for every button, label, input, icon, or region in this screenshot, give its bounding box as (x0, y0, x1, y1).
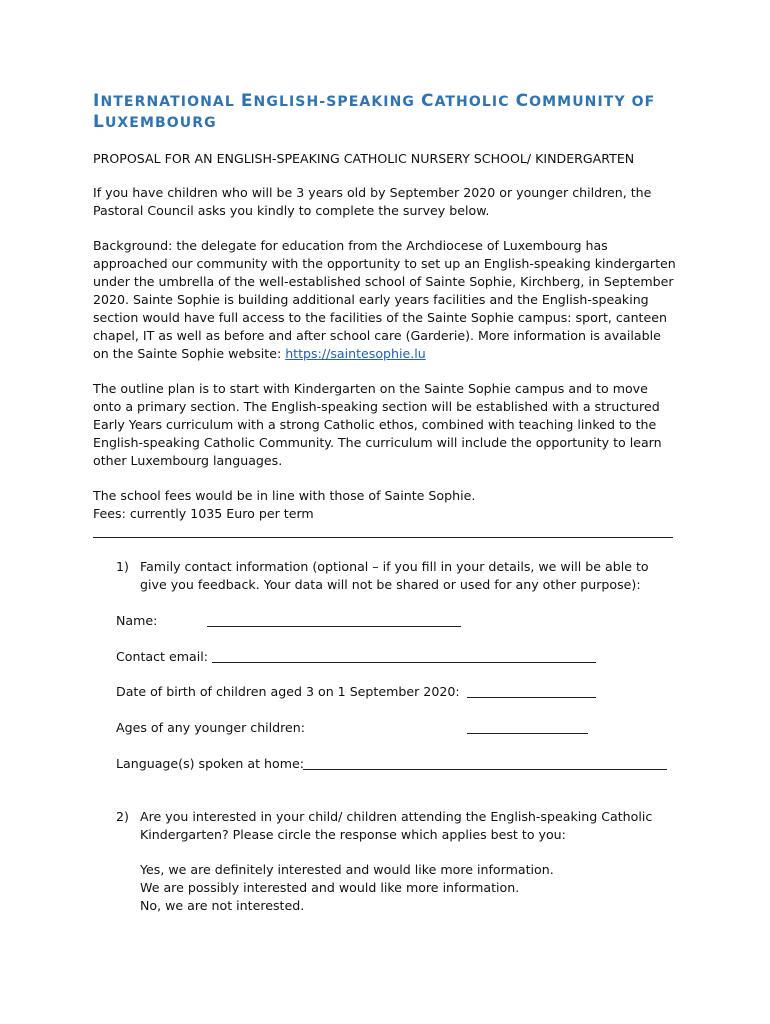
fees-paragraph (93, 487, 683, 523)
email-field[interactable] (212, 662, 596, 663)
dob-field[interactable] (467, 697, 596, 698)
option-possibly-interested[interactable]: We are possibly interested and would like more information. (140, 880, 520, 895)
option-definitely-interested[interactable]: Yes, we are definitely interested and would like more information. (140, 862, 554, 877)
background-text: Background: the delegate for education from the Archdiocese of Luxembourg has approached our community with the opportunity to set up an English-speaking kindergarten under the umbrella of the well-established school of Sainte Sophie, Kirchberg, in September 2020. Sainte Sophie is building additional early years facilities and the English-speaking section would have full access to the facilities of the Sainte Sophie campus: sport, canteen chapel, IT as well as before and after school care (Garderie). More information is available on the Sainte Sophie website: (93, 238, 676, 361)
question-1-number: 1) (116, 559, 129, 574)
intro-paragraph: If you have children who will be 3 years old by September 2020 or younger children, the Pastoral Council asks you kindly to complete the survey below. (93, 185, 652, 218)
option-not-interested[interactable]: No, we are not interested. (140, 898, 305, 913)
document-title: INTERNATIONAL ENGLISH-SPEAKING CATHOLIC COMMUNITY OF LUXEMBOURG (93, 91, 656, 132)
name-field[interactable] (207, 626, 461, 627)
proposal-heading: PROPOSAL FOR AN ENGLISH-SPEAKING CATHOLIC NURSERY SCHOOL/ KINDERGARTEN (93, 151, 635, 166)
question-1 (116, 558, 676, 594)
name-label: Name: (116, 613, 158, 628)
question-1-text: Family contact information (optional – if you fill in your details, we will be able to give you feedback. Your data will not be shared or used for any other purpose): (140, 559, 649, 592)
younger-ages-field[interactable] (467, 733, 588, 734)
younger-ages-label: Ages of any younger children: (116, 720, 306, 735)
question-2-number: 2) (116, 809, 129, 824)
saintesophie-link[interactable]: https://saintesophie.lu (285, 346, 426, 361)
languages-label: Language(s) spoken at home: (116, 756, 304, 771)
response-options (140, 861, 554, 915)
languages-field[interactable] (303, 769, 667, 770)
email-label: Contact email: (116, 649, 208, 664)
section-divider (93, 537, 673, 538)
background-paragraph (93, 237, 683, 363)
question-2 (116, 808, 676, 844)
fees-line-2: Fees: currently 1035 Euro per term (93, 506, 314, 521)
fees-line-1: The school fees would be in line with those of Sainte Sophie. (93, 488, 476, 503)
outline-paragraph: The outline plan is to start with Kindergarten on the Sainte Sophie campus and to move onto a primary section. The English-speaking section will be established with a structured Early Years curriculum with a strong Catholic ethos, combined with teaching linked to the English-speaking Catholic Community. The curriculum will include the opportunity to learn other Luxembourg languages. (93, 381, 662, 468)
dob-label: Date of birth of children aged 3 on 1 September 2020: (116, 684, 460, 699)
question-2-text: Are you interested in your child/ children attending the English-speaking Catholic Kindergarten? Please circle the response which applies best to you: (140, 809, 653, 842)
